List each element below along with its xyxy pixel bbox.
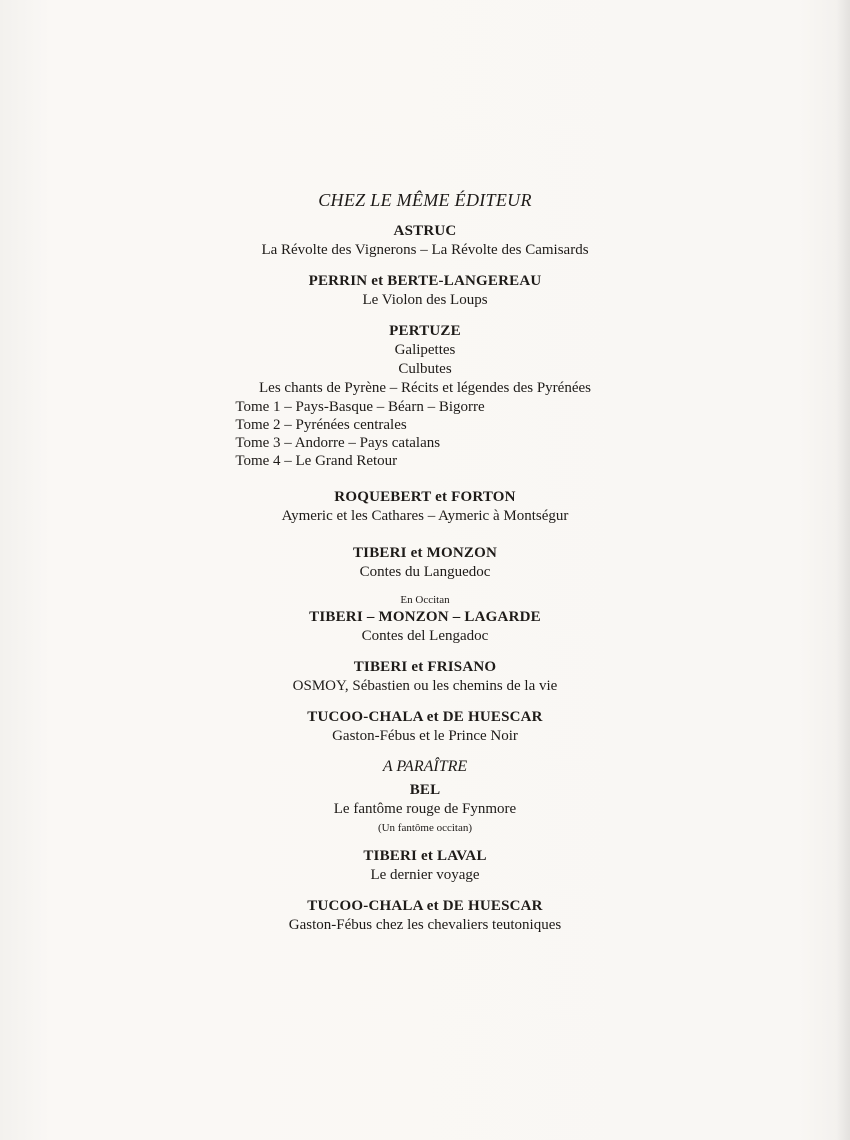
book-title: Le Violon des Loups <box>362 292 488 308</box>
book-title: Gaston-Fébus chez les chevaliers teutoniques <box>288 917 562 933</box>
book-title: Galipettes <box>394 342 456 358</box>
book-title: OSMOY, Sébastien ou les chemins de la vie <box>292 678 558 694</box>
tome-list <box>235 398 484 470</box>
author-name: PERRIN et BERTE-LANGEREAU <box>308 273 542 289</box>
book-subtitle: (Un fantôme occitan) <box>377 822 473 834</box>
book-title: Le fantôme rouge de Fynmore <box>333 801 517 817</box>
book-title: Le dernier voyage <box>370 867 480 883</box>
tome-item: Tome 2 – Pyrénées centrales <box>235 417 407 433</box>
entry-bel <box>0 780 850 835</box>
section-heading: CHEZ LE MÊME ÉDITEUR <box>318 190 532 210</box>
tome-item: Tome 3 – Andorre – Pays catalans <box>235 435 441 451</box>
book-title: Contes del Lengadoc <box>361 628 489 644</box>
author-name: ASTRUC <box>393 223 457 239</box>
entry-roquebert <box>0 487 850 526</box>
entry-pertuze <box>0 321 850 470</box>
author-name: TIBERI et FRISANO <box>353 659 497 675</box>
entry-perrin <box>0 271 850 310</box>
author-name: TIBERI et LAVAL <box>363 848 487 864</box>
entry-tucoo-1 <box>0 707 850 746</box>
forthcoming-heading: A PARAÎTRE <box>382 758 468 775</box>
book-title: Les chants de Pyrène – Récits et légendes des Pyrénées <box>259 380 591 396</box>
book-title: La Révolte des Vignerons – La Révolte des Camisards <box>261 242 589 258</box>
entry-astruc <box>0 221 850 260</box>
entry-tucoo-2 <box>0 896 850 935</box>
author-name: PERTUZE <box>389 323 461 339</box>
book-title: Aymeric et les Cathares – Aymeric à Montségur <box>281 508 569 524</box>
book-title: Gaston-Fébus et le Prince Noir <box>332 728 518 744</box>
entry-tiberi-laval <box>0 846 850 885</box>
author-name: ROQUEBERT et FORTON <box>334 489 516 505</box>
author-name: TIBERI – MONZON – LAGARDE <box>309 609 541 625</box>
author-name: TIBERI et MONZON <box>352 545 498 561</box>
author-name: TUCOO-CHALA et DE HUESCAR <box>307 898 543 914</box>
tome-item: Tome 4 – Le Grand Retour <box>235 453 398 469</box>
entry-occitan <box>0 593 850 646</box>
book-title: Contes du Languedoc <box>359 564 491 580</box>
book-list <box>0 190 850 946</box>
author-name: TUCOO-CHALA et DE HUESCAR <box>307 709 543 725</box>
tome-item: Tome 1 – Pays-Basque – Béarn – Bigorre <box>235 399 485 415</box>
author-name: BEL <box>409 782 441 798</box>
language-note: En Occitan <box>400 594 450 606</box>
entry-tiberi-frisano <box>0 657 850 696</box>
entry-tiberi-monzon <box>0 543 850 582</box>
book-title: Culbutes <box>398 361 452 377</box>
